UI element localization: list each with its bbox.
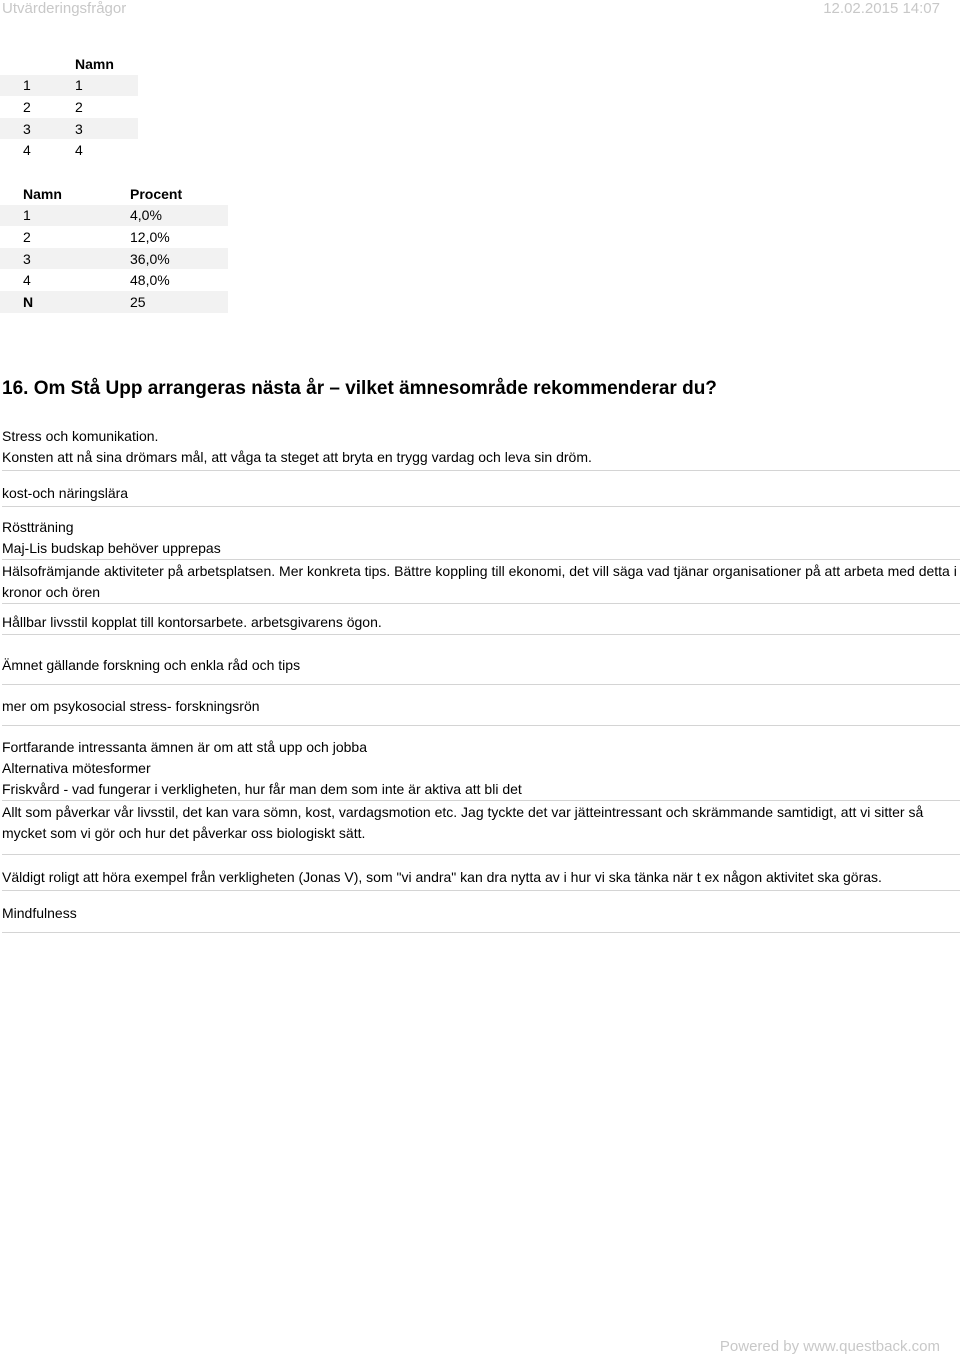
document-title: Utvärderingsfrågor bbox=[2, 0, 127, 17]
list-item: Stress och komunikation. bbox=[2, 428, 159, 444]
table-header-row bbox=[0, 183, 228, 205]
table-header-name: Namn bbox=[75, 55, 114, 72]
table-row: 2 12,0% bbox=[23, 228, 170, 245]
list-item: Ämnet gällande forskning och enkla råd och tips bbox=[2, 635, 960, 685]
table-row: 3 3 bbox=[0, 118, 138, 140]
list-item: Hälsofrämjande aktiviteter på arbetsplatsen. Mer konkreta tips. Bättre koppling till ekonomi, det vill säga vad tjänar organisationer på att arbeta med detta i kronor och ören bbox=[2, 560, 960, 604]
table-row: 1 1 bbox=[0, 75, 138, 97]
list-item: Hållbar livsstil kopplat till kontorsarbete. arbetsgivarens ögon. bbox=[2, 604, 960, 635]
percent-table bbox=[0, 183, 228, 313]
name-table bbox=[0, 53, 138, 161]
table-row: N 25 bbox=[0, 291, 228, 313]
table-header-name: Namn bbox=[23, 185, 62, 202]
table-header-percent: Procent bbox=[130, 185, 183, 202]
table-row: 2 2 bbox=[23, 98, 83, 115]
table-row: 4 48,0% bbox=[23, 272, 170, 289]
list-item: kost-och näringslära bbox=[2, 471, 960, 507]
list-item: Alternativa mötesformer bbox=[2, 760, 151, 776]
list-item: Röstträning bbox=[2, 519, 74, 535]
list-item: Mindfulness bbox=[2, 891, 960, 933]
document-datetime: 12.02.2015 14:07 bbox=[823, 0, 940, 17]
table-row: 4 4 bbox=[23, 142, 83, 159]
list-item: Friskvård - vad fungerar i verkligheten, hur får man dem som inte är aktiva att bli det bbox=[2, 779, 960, 801]
list-item: Konsten att nå sina drömars mål, att våga ta steget att bryta en trygg vardag och leva sin dröm. bbox=[2, 447, 960, 471]
table-row: 3 36,0% bbox=[0, 248, 228, 270]
question-heading: 16. Om Stå Upp arrangeras nästa år – vilket ämnesområde rekommenderar du? bbox=[2, 378, 717, 399]
list-item: Maj-Lis budskap behöver upprepas bbox=[2, 538, 960, 560]
list-item: mer om psykosocial stress- forskningsrön bbox=[2, 685, 960, 726]
list-item: Väldigt roligt att höra exempel från verkligheten (Jonas V), som "vi andra" kan dra nytta av i hur vi ska tänka när t ex någon aktivitet ska göras. bbox=[2, 855, 960, 891]
list-item: Allt som påverkar vår livsstil, det kan vara sömn, kost, vardagsmotion etc. Jag tyckte det var jätteintressant och skrämmande samtidigt, att vi sitter så mycket som vi gör och hur det påverkar oss biologiskt sätt. bbox=[2, 801, 960, 855]
answer-list bbox=[2, 426, 960, 933]
powered-by-footer: Powered by www.questback.com bbox=[719, 1338, 940, 1355]
table-header-row bbox=[0, 53, 138, 75]
table-row: 1 4,0% bbox=[0, 205, 228, 227]
list-item: Fortfarande intressanta ämnen är om att stå upp och jobba bbox=[2, 739, 367, 755]
